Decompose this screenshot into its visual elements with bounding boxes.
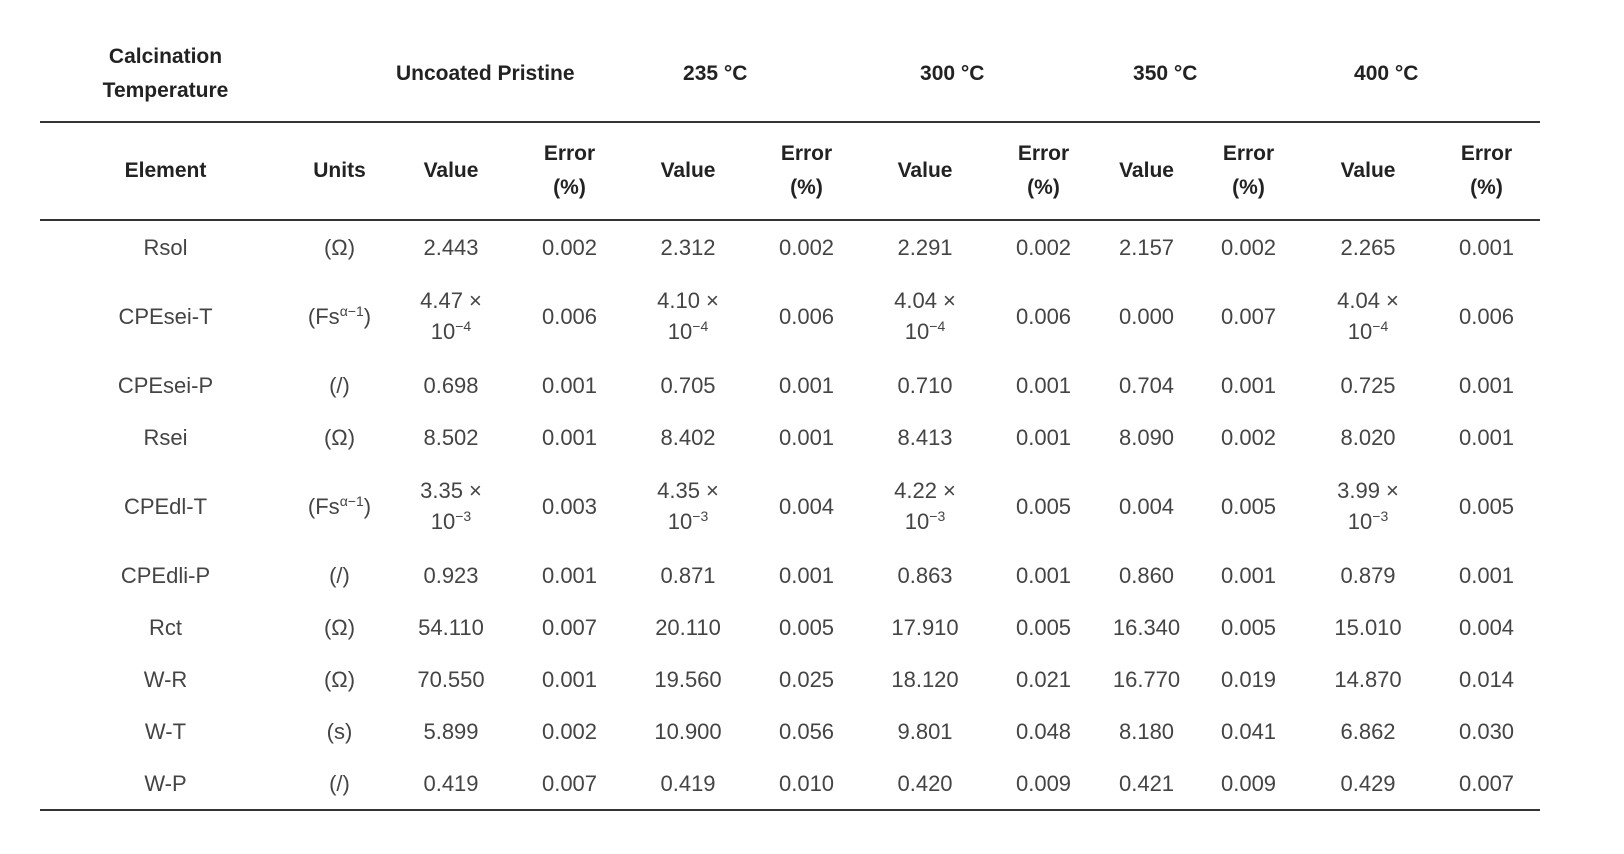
value-mantissa: 3.99 × (1337, 478, 1399, 503)
value-exponent: −4 (692, 318, 709, 334)
value-cell (625, 273, 751, 359)
group-header-235c: 235 °C (683, 61, 748, 85)
value-cell: 8.020 (1340, 424, 1396, 450)
table-row (40, 757, 1540, 810)
units-column-header: Units (291, 122, 388, 220)
value-cell: 16.340 (1112, 614, 1181, 640)
error-column-header: Error (%) (751, 122, 862, 220)
element-cell: W-P (40, 757, 291, 810)
table-row (40, 411, 1540, 463)
value-cell: 8.402 (660, 424, 716, 450)
error-cell: 0.007 (1433, 757, 1540, 810)
units-base: (Fs (307, 493, 340, 519)
value-cell: 5.899 (423, 718, 479, 744)
element-cell: CPEsei-T (118, 303, 213, 329)
value-cell: 2.157 (1118, 234, 1175, 260)
value-cell: 0.698 (423, 372, 479, 398)
error-column-header: Error (%) (514, 122, 625, 220)
value-cell: 18.120 (891, 666, 959, 692)
table-row (40, 273, 1540, 359)
error-cell: 0.001 (778, 562, 835, 588)
element-cell: CPEdli-P (120, 562, 211, 588)
value-cell: 17.910 (891, 614, 959, 640)
value-cell: 0.420 (862, 757, 988, 810)
value-cell: 0.421 (1099, 757, 1194, 810)
table-row (40, 549, 1540, 601)
table-row (40, 359, 1540, 411)
value-cell: 70.550 (417, 666, 485, 692)
error-cell: 0.005 (1015, 493, 1072, 519)
value-mantissa: 4.10 × (657, 288, 719, 313)
error-cell: 0.002 (1220, 234, 1277, 260)
value-cell: 2.265 (1340, 234, 1396, 260)
value-cell (1303, 463, 1433, 549)
value-cell: 0.725 (1340, 372, 1396, 398)
table-body (40, 220, 1540, 810)
error-cell: 0.004 (778, 493, 835, 519)
error-cell: 0.002 (1220, 424, 1277, 450)
value-base: 10 (1347, 509, 1373, 534)
error-cell: 0.010 (751, 757, 862, 810)
error-cell: 0.006 (1458, 303, 1515, 329)
error-cell: 0.007 (514, 757, 625, 810)
calcination-temperature-header: Calcination Temperature (102, 44, 229, 102)
value-cell: 0.923 (423, 562, 479, 588)
element-cell: CPEsei-P (117, 372, 214, 398)
error-cell: 0.005 (1015, 614, 1072, 640)
error-cell: 0.009 (988, 757, 1099, 810)
value-cell (388, 273, 514, 359)
element-cell: CPEdl-T (123, 493, 208, 519)
error-cell: 0.001 (1458, 372, 1515, 398)
group-header-row (40, 26, 1540, 122)
value-base: 10 (430, 319, 456, 344)
error-column-header: Error (%) (1433, 122, 1540, 220)
error-cell: 0.001 (541, 666, 598, 692)
group-header-400c: 400 °C (1354, 61, 1419, 85)
value-cell: 15.010 (1334, 614, 1402, 640)
value-mantissa: 4.04 × (1337, 288, 1399, 313)
value-cell: 0.419 (625, 757, 751, 810)
value-cell: 16.770 (1112, 666, 1181, 692)
value-exponent: −3 (692, 508, 709, 524)
error-cell: 0.001 (1220, 372, 1277, 398)
error-cell: 0.001 (1458, 424, 1515, 450)
value-cell: 8.090 (1118, 424, 1175, 450)
value-cell: 0.004 (1118, 493, 1175, 519)
value-cell: 19.560 (654, 666, 722, 692)
value-cell: 0.871 (660, 562, 716, 588)
error-cell: 0.009 (1194, 757, 1303, 810)
value-exponent: −3 (1372, 508, 1389, 524)
error-cell: 0.005 (778, 614, 835, 640)
eis-fit-table (40, 26, 1540, 811)
column-header-row (40, 122, 1540, 220)
value-exponent: −4 (1372, 318, 1389, 334)
value-cell: 0.000 (1118, 303, 1175, 329)
units-cell (291, 273, 388, 359)
units-superscript: α−1 (339, 492, 364, 509)
element-cell: W-R (143, 666, 188, 692)
value-cell: 0.704 (1118, 372, 1175, 398)
error-cell: 0.001 (778, 372, 835, 398)
element-cell: Rsol (143, 234, 188, 260)
error-cell: 0.001 (1015, 562, 1072, 588)
value-base: 10 (904, 319, 930, 344)
value-cell: 0.879 (1340, 562, 1396, 588)
error-cell: 0.007 (541, 614, 598, 640)
value-cell: 2.312 (660, 234, 716, 260)
error-cell: 0.002 (541, 234, 598, 260)
group-header-350c: 350 °C (1133, 61, 1198, 85)
error-cell: 0.025 (778, 666, 835, 692)
value-mantissa: 4.04 × (894, 288, 956, 313)
error-cell: 0.004 (1458, 614, 1515, 640)
error-cell: 0.019 (1220, 666, 1277, 692)
error-cell: 0.041 (1220, 718, 1277, 744)
error-cell: 0.006 (1015, 303, 1072, 329)
value-exponent: −4 (455, 318, 472, 334)
value-cell: 10.900 (654, 718, 722, 744)
error-cell: 0.005 (1220, 493, 1277, 519)
group-header-300c: 300 °C (920, 61, 985, 85)
table-row (40, 220, 1540, 273)
table-row (40, 653, 1540, 705)
error-cell: 0.002 (541, 718, 598, 744)
units-end: ) (363, 493, 372, 519)
units-base: (Fs (307, 303, 340, 329)
error-cell: 0.006 (541, 303, 598, 329)
table-row (40, 705, 1540, 757)
units-cell: (Ω) (323, 234, 356, 260)
value-cell (1303, 273, 1433, 359)
error-cell: 0.002 (778, 234, 835, 260)
units-cell (291, 463, 388, 549)
units-cell: (Ω) (323, 424, 356, 450)
error-cell: 0.001 (1220, 562, 1277, 588)
value-cell: 0.710 (897, 372, 953, 398)
element-cell: Rct (149, 614, 182, 640)
error-cell: 0.048 (1015, 718, 1072, 744)
value-cell: 0.705 (660, 372, 716, 398)
error-cell: 0.001 (1458, 562, 1515, 588)
value-base: 10 (904, 509, 930, 534)
eis-fit-table-container (40, 26, 1540, 811)
error-cell: 0.030 (1458, 718, 1515, 744)
units-cell: (Ω) (323, 614, 356, 640)
value-mantissa: 4.47 × (420, 288, 482, 313)
value-column-header: Value (862, 122, 988, 220)
element-column-header: Element (40, 122, 291, 220)
value-base: 10 (667, 509, 693, 534)
value-column-header: Value (625, 122, 751, 220)
value-mantissa: 4.22 × (894, 478, 956, 503)
value-column-header: Value (388, 122, 514, 220)
error-cell: 0.007 (1220, 303, 1277, 329)
value-base: 10 (1347, 319, 1373, 344)
value-cell: 20.110 (655, 614, 721, 640)
error-cell: 0.001 (778, 424, 835, 450)
value-exponent: −3 (455, 508, 472, 524)
value-cell: 8.180 (1118, 718, 1175, 744)
value-cell: 8.502 (423, 424, 479, 450)
value-cell: 0.863 (897, 562, 953, 588)
error-cell: 0.003 (541, 493, 598, 519)
value-cell (862, 273, 988, 359)
error-cell: 0.006 (778, 303, 835, 329)
value-cell: 0.419 (388, 757, 514, 810)
value-cell: 0.860 (1118, 562, 1175, 588)
error-cell: 0.002 (1015, 234, 1072, 260)
error-cell: 0.001 (1015, 372, 1072, 398)
units-cell: (/) (291, 757, 388, 810)
value-cell: 54.110 (418, 614, 484, 640)
error-column-header: Error (%) (988, 122, 1099, 220)
error-cell: 0.005 (1458, 493, 1515, 519)
value-cell: 2.443 (423, 234, 479, 260)
value-mantissa: 4.35 × (657, 478, 719, 503)
value-exponent: −4 (929, 318, 946, 334)
error-cell: 0.001 (1015, 424, 1072, 450)
error-cell: 0.056 (778, 718, 835, 744)
table-row (40, 463, 1540, 549)
units-cell: (/) (329, 562, 350, 588)
error-cell: 0.014 (1458, 666, 1515, 692)
value-cell: 14.870 (1334, 666, 1402, 692)
value-base: 10 (430, 509, 456, 534)
empty-header-cell (291, 26, 388, 122)
value-column-header: Value (1099, 122, 1194, 220)
error-cell: 0.001 (1458, 234, 1515, 260)
units-end: ) (363, 303, 372, 329)
value-cell: 0.429 (1303, 757, 1433, 810)
group-header-uncoated-pristine: Uncoated Pristine (396, 61, 575, 85)
error-cell: 0.021 (1015, 666, 1072, 692)
value-cell: 6.862 (1340, 718, 1396, 744)
value-cell (862, 463, 988, 549)
units-superscript: α−1 (339, 302, 364, 319)
units-cell: (/) (329, 372, 350, 398)
error-cell: 0.005 (1220, 614, 1277, 640)
value-cell: 8.413 (897, 424, 953, 450)
value-cell: 9.801 (897, 718, 953, 744)
error-cell: 0.001 (541, 372, 598, 398)
value-column-header: Value (1303, 122, 1433, 220)
element-cell: W-T (144, 718, 187, 744)
value-exponent: −3 (929, 508, 946, 524)
value-cell: 2.291 (897, 234, 953, 260)
value-cell (625, 463, 751, 549)
error-cell: 0.001 (541, 424, 598, 450)
units-cell: (s) (326, 718, 353, 744)
table-row (40, 601, 1540, 653)
element-cell: Rsei (143, 424, 188, 450)
value-mantissa: 3.35 × (420, 478, 482, 503)
units-cell: (Ω) (323, 666, 356, 692)
value-base: 10 (667, 319, 693, 344)
error-column-header: Error (%) (1194, 122, 1303, 220)
error-cell: 0.001 (541, 562, 598, 588)
value-cell (388, 463, 514, 549)
